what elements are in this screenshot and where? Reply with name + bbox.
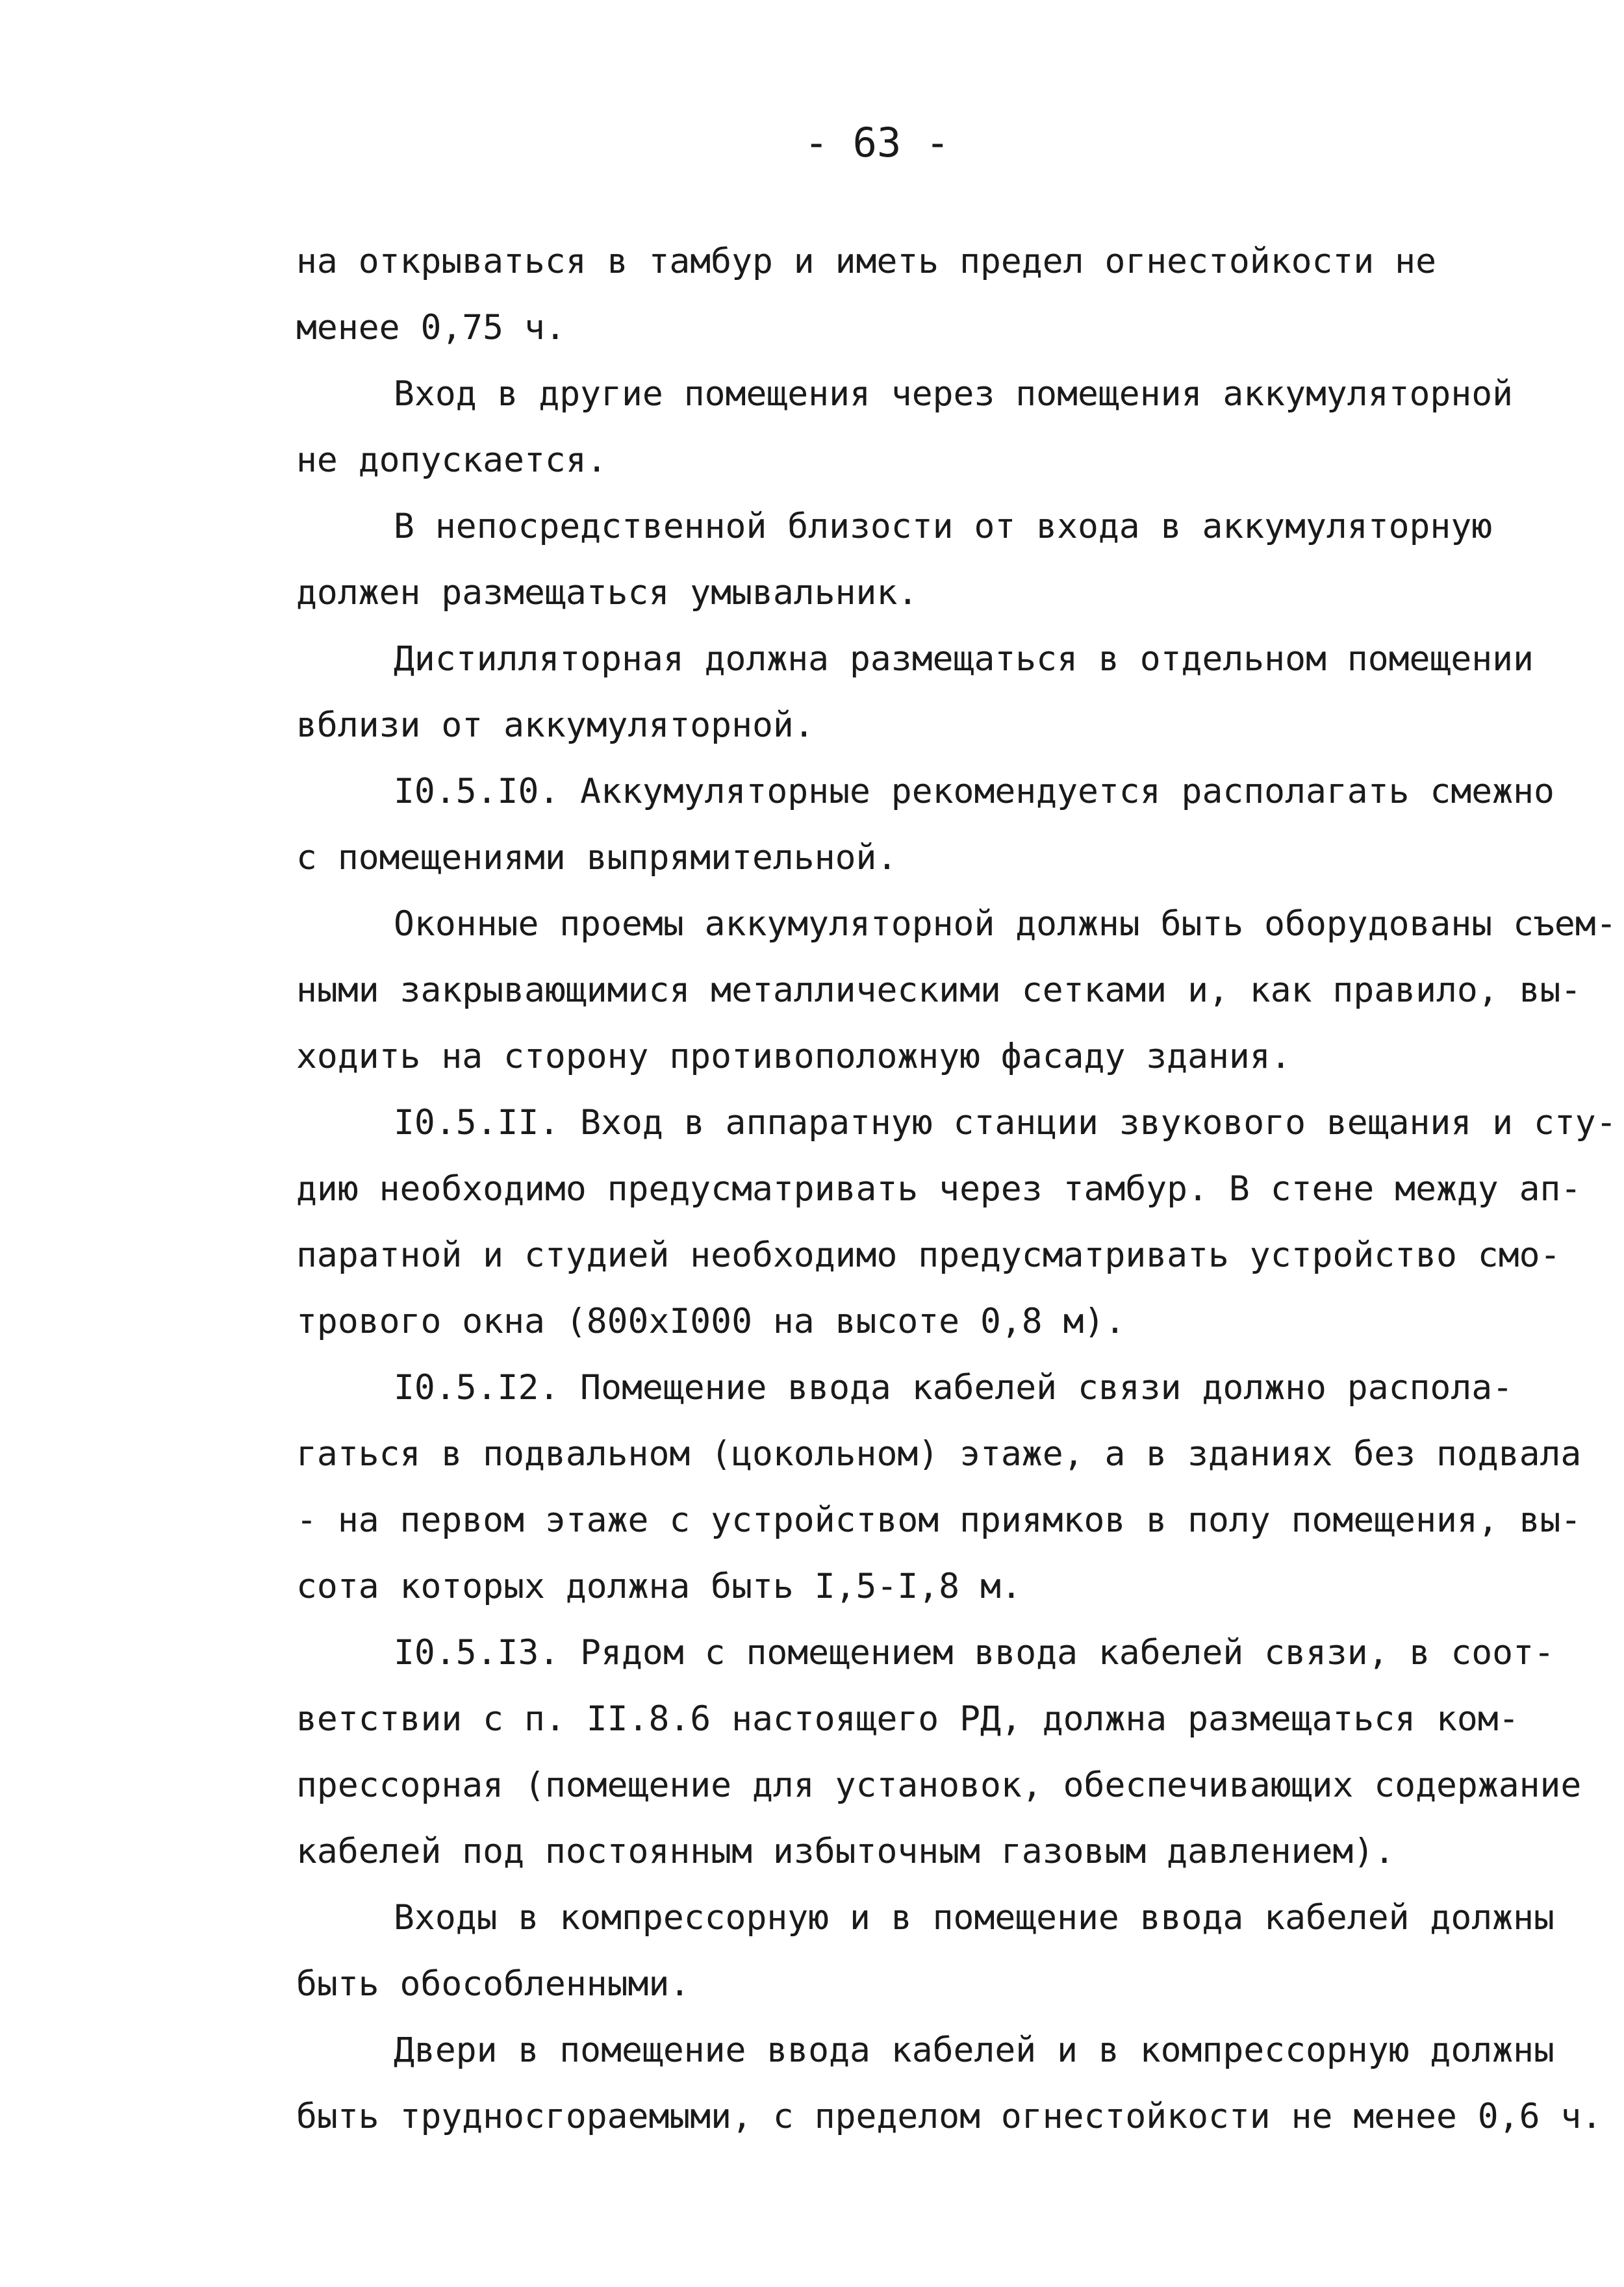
text-line: Оконные проемы аккумуляторной должны быть оборудованы съем- — [394, 904, 1617, 944]
text-line: I0.5.I2. Помещение ввода кабелей связи должно распола- — [394, 1368, 1514, 1408]
text-line: не допускается. — [296, 440, 607, 480]
text-line: Вход в другие помещения через помещения аккумуляторной — [394, 374, 1514, 414]
text-line: паратной и студией необходимо предусматривать устройство смо- — [296, 1235, 1561, 1275]
text-line: с помещениями выпрямительной. — [296, 838, 898, 878]
text-line: ходить на сторону противоположную фасаду здания. — [296, 1037, 1291, 1076]
text-line: вблизи от аккумуляторной. — [296, 705, 815, 745]
text-line: дию необходимо предусматривать через тамбур. В стене между ап- — [296, 1169, 1582, 1209]
text-line: ветствии с п. II.8.6 настоящего РД, должна размещаться ком- — [296, 1699, 1519, 1739]
text-line: - на первом этаже с устройством приямков в полу помещения, вы- — [296, 1500, 1582, 1540]
text-line: менее 0,75 ч. — [296, 308, 566, 347]
text-line: трового окна (800xI000 на высоте 0,8 м). — [296, 1302, 1126, 1341]
text-line: на открываться в тамбур и иметь предел огнестойкости не — [296, 242, 1436, 281]
text-line: быть обособленными. — [296, 1964, 691, 2004]
text-line: должен размещаться умывальник. — [296, 573, 919, 613]
text-line: Входы в компрессорную и в помещение ввода кабелей должны — [394, 1898, 1554, 1938]
text-line: сота которых должна быть I,5-I,8 м. — [296, 1567, 1022, 1606]
text-line: ными закрывающимися металлическими сетками и, как правило, вы- — [296, 970, 1582, 1010]
text-line: Дистилляторная должна размещаться в отдельном помещении — [394, 639, 1534, 679]
text-line: кабелей под постоянным избыточным газовым давлением). — [296, 1832, 1395, 1871]
text-line: Двери в помещение ввода кабелей и в компрессорную должны — [394, 2030, 1554, 2070]
text-line: В непосредственной близости от входа в аккумуляторную — [394, 507, 1493, 546]
text-line: I0.5.I0. Аккумуляторные рекомендуется располагать смежно — [394, 772, 1554, 811]
text-line: прессорная (помещение для установок, обеспечивающих содержание — [296, 1765, 1582, 1805]
text-line: быть трудносгораемыми, с пределом огнестойкости не менее 0,6 ч. — [296, 2097, 1603, 2136]
text-line: I0.5.II. Вход в аппаратную станции звукового вещания и сту- — [394, 1103, 1617, 1143]
page-number: - 63 - — [804, 119, 950, 166]
text-line: I0.5.I3. Рядом с помещением ввода кабелей связи, в соот- — [394, 1633, 1554, 1673]
text-line: гаться в подвальном (цокольном) этаже, а в зданиях без подвала — [296, 1434, 1582, 1474]
document-body — [296, 229, 1617, 2150]
